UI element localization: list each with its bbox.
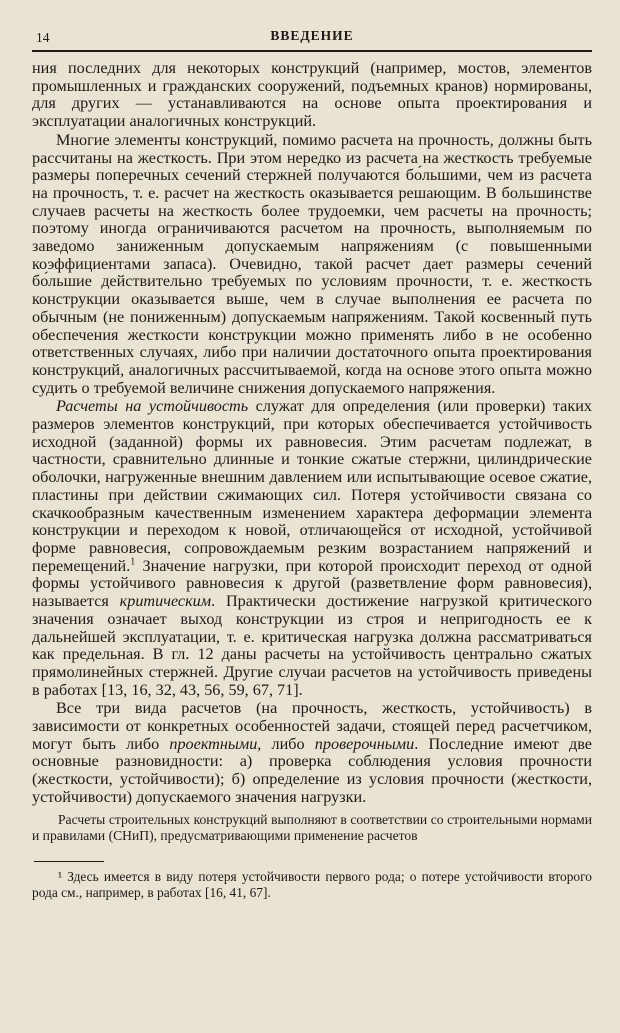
header-rule <box>32 50 592 52</box>
main-text <box>32 60 592 807</box>
verification-term: проверочными <box>314 734 415 753</box>
paragraph-4-part-c: . Последние имеют две основные разновидности: а) проверка соблюдения условия прочности (жесткости, устойчивости); б) определение из условия прочности (жесткости, устойчивости) допускаемого значения нагрузки. <box>32 734 592 806</box>
paragraph-3-part-a: служат для определения (или проверки) таких размеров элементов конструкций, при которых обеспечивается устойчивость исходной (заданной) формы их равновесия. Этим расчетам подлежат, в частности, сравнительно длинные и тонкие сжатые стержни, цилиндрические оболочки, нагруженные внешним давлением или испытывающие осевое сжатие, пластины при действии сжимающих сил. Потеря устойчивости связана со скачкообразным качественным изменением характера деформации элемента конструкции и переходом к новой, отличающейся от исходной, устойчивой форме равновесия, сопровождаемым резким возрастанием напряжений и перемещений. <box>32 397 592 575</box>
paragraph-4-part-a: Все три вида расчетов (на прочность, жесткость, устойчивость) в зависимости от конкретных особенностей задачи, стоящей перед расчетчиком, могут быть либо <box>32 699 592 753</box>
paragraph-4-part-b: , либо <box>257 734 315 753</box>
small-print-paragraph: Расчеты строительных конструкций выполняют в соответствии со строительными нормами и правилами (СНиП), предусматривающими применение расчетов <box>32 811 592 843</box>
paragraph-3-part-c: . Практически достижение нагрузкой критического значения означает выход конструкции из строя и непригодность ее к дальнейшей эксплуатации, т. е. критическая нагрузка должна рассматриваться как предельная. В гл. 12 даны расчеты на устойчивость центрально сжатых прямолинейных стержней. Другие случаи расчетов на устойчивость приведены в работах [13, 16, 32, 43, 56, 59, 67, 71]. <box>32 592 593 699</box>
page-number: 14 <box>36 30 50 45</box>
paragraph-3-part-b: Значение нагрузки, при которой происходит переход от одной формы устойчивого равновесия к другой (разветвление форм равновесия), называется <box>32 556 592 611</box>
paragraph-3 <box>32 398 592 699</box>
page-header <box>32 26 592 48</box>
paragraph-4 <box>32 700 592 806</box>
footnote-rule <box>34 861 104 863</box>
footnote <box>32 869 592 901</box>
paragraph-1: ния последних для некоторых конструкций (например, мостов, элементов промышленных и гражданских сооружений, подъемных кранов) нормированы, для других — устанавливаются на основе опыта проектирования и эксплуатации аналогичных конструкций. <box>32 59 592 131</box>
footnote-ref: 1 <box>130 556 136 568</box>
stability-term: Расчеты на устойчивость <box>56 397 249 416</box>
footnote-marker: ¹ <box>58 869 63 885</box>
design-term: проектными <box>169 734 258 753</box>
running-head: ВВЕДЕНИЕ <box>270 28 354 43</box>
critical-term: критическим <box>119 592 212 611</box>
footnote-text: Здесь имеется в виду потеря устойчивости первого рода; о потере устойчивости второго рода см., например, в работах [16, 41, 67]. <box>32 869 592 901</box>
paragraph-2: Многие элементы конструкций, помимо расчета на прочность, должны быть рассчитаны на жесткость. При этом нередко из расчета на жесткость требуемые размеры поперечных сечений стержней получаются бо́льшими, чем из расчета на прочность, т. е. расчет на жесткость оказывается решающим. В большинстве случаев расчеты на жесткость более трудоемки, чем расчеты на прочность; поэтому иногда ограничиваются расчетом на прочность, выполняемым по заведомо заниженным допускаемым напряжениям (с повышенными коэффициентами запаса). Очевидно, такой расчет дает размеры сечений бо́льшие действительно требуемых по условиям прочности, т. е. жесткость конструкции оказывается выше, чем в случае выполнения ее расчета по обычным (не пониженным) допускаемым напряжениям. Такой косвенный путь обеспечения жесткости конструкции можно применять либо в не особенно ответственных случаях, либо при наличии достаточного опыта проектирования конструкций, аналогичных рассчитываемой, когда на основе этого опыта можно судить о требуемой величине снижения допускаемого напряжения. <box>32 130 592 397</box>
